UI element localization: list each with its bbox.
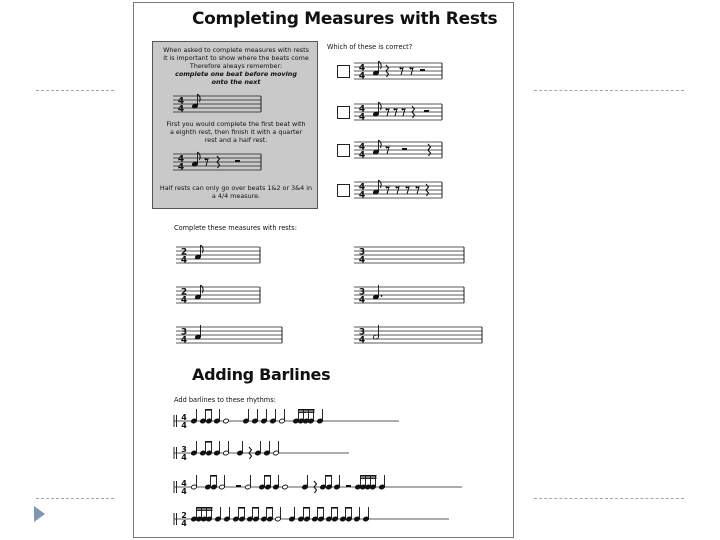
info-emphasis: onto the next [211,78,261,86]
time-signature-top: 3 [358,247,366,258]
rest-dot [406,186,408,188]
time-signature-bottom: 4 [358,295,366,306]
beam [299,412,315,413]
beam [361,475,377,477]
time-signature-bottom: 4 [181,487,187,496]
half-rest [236,485,241,487]
time-signature-top: 2 [180,247,188,258]
rest-dot [386,108,388,110]
note-dot [381,295,383,297]
choice-measure-d [354,178,462,204]
rest-dot [394,108,396,110]
time-signature-top: 4 [358,142,366,153]
time-signature-top: 4 [181,479,187,488]
decorative-dash-line [534,498,684,499]
time-signature-top: 2 [181,511,187,520]
rest-dot [386,186,388,188]
time-signature-top: 3 [358,327,366,338]
half-rest [402,148,407,150]
beam [346,507,353,509]
time-signature-bottom: 4 [177,162,185,173]
next-slide-arrow-icon[interactable] [34,506,45,522]
info-text: a 4/4 measure. [211,192,261,200]
beam [318,507,325,509]
time-signature-top: 2 [180,287,188,298]
time-signature-top: 4 [181,413,187,422]
exercise-label: Complete these measures with rests: [174,224,297,232]
beam [265,475,272,477]
time-signature-top: 3 [181,445,187,454]
rhythm-line-3 [174,473,464,499]
beam [206,409,213,411]
time-signature-top: 4 [177,96,185,107]
info-text: rest and a half rest. [204,136,268,144]
info-text: Half rests can only go over beats 1&2 or 3&4 in [159,184,313,192]
beam [197,507,213,509]
whole-note-head [223,418,229,423]
rest-dot [410,67,412,69]
beam [267,507,274,509]
beam [332,507,339,509]
time-signature-bottom: 4 [180,255,188,266]
rest-dot [400,67,402,69]
rest-dot [416,186,418,188]
beam [326,475,333,477]
time-signature-top: 4 [358,63,366,74]
exercise-measure-2 [354,243,466,269]
half-rest [420,69,425,71]
beam [211,475,218,477]
info-emphasis: complete one beat before moving [175,70,297,78]
rhythm-line-2 [174,439,354,465]
time-signature-bottom: 4 [358,190,366,201]
exercise-measure-4 [354,283,466,309]
section-title: Adding Barlines [192,365,331,384]
time-signature-bottom: 4 [180,295,188,306]
time-signature-bottom: 4 [358,255,366,266]
time-signature-top: 4 [177,154,185,165]
info-box [152,41,318,209]
time-signature-top: 3 [358,287,366,298]
info-text: a eighth rest, then finish it with a quarter [169,128,303,136]
info-text: it is important to show where the beats come [163,54,309,62]
beam [361,478,377,479]
exercise-measure-1 [176,243,262,269]
exercise-measure-5 [176,323,284,349]
time-signature-top: 4 [358,182,366,193]
half-rest [424,110,429,112]
worksheet-page [133,2,514,538]
time-signature-bottom: 4 [181,421,187,430]
choice-measure-b [354,100,462,126]
info-text: First you would complete the first beat with [166,120,306,128]
time-signature-bottom: 4 [181,519,187,528]
answer-checkbox-d[interactable] [337,184,350,197]
rhythm-line-4 [174,505,454,531]
beam [253,507,260,509]
rest-dot [396,186,398,188]
rhythm-line-1 [174,407,404,433]
info-text: When asked to complete measures with rests [163,46,309,54]
answer-checkbox-a[interactable] [337,65,350,78]
example-measure-completed [173,150,283,176]
exercise-measure-3 [176,283,262,309]
question-label: Which of these is correct? [327,43,413,51]
time-signature-top: 3 [180,327,188,338]
worksheet-title: Completing Measures with Rests [192,9,498,29]
example-measure-empty [173,92,283,118]
half-rest [235,160,240,162]
exercise-measure-6 [354,323,484,349]
time-signature-top: 4 [358,104,366,115]
time-signature-bottom: 4 [181,453,187,462]
time-signature-bottom: 4 [358,150,366,161]
decorative-dash-line [534,90,684,91]
whole-note-head [282,484,288,489]
answer-checkbox-c[interactable] [337,144,350,157]
barlines-label: Add barlines to these rhythms: [174,396,276,404]
beam [197,510,213,511]
beam [304,507,311,509]
choice-measure-c [354,138,462,164]
beam [206,441,213,443]
time-signature-bottom: 4 [358,71,366,82]
beam [239,507,246,509]
info-text: Therefore always remember: [189,62,283,70]
half-rest [346,485,351,487]
choice-measure-a [354,59,462,85]
decorative-dash-line [36,90,114,91]
time-signature-bottom: 4 [358,112,366,123]
rest-dot [205,158,207,160]
time-signature-bottom: 4 [177,104,185,115]
rest-dot [386,146,388,148]
time-signature-bottom: 4 [358,335,366,346]
time-signature-bottom: 4 [180,335,188,346]
beam [299,409,315,411]
answer-checkbox-b[interactable] [337,106,350,119]
decorative-dash-line [36,498,114,499]
rest-dot [402,108,404,110]
